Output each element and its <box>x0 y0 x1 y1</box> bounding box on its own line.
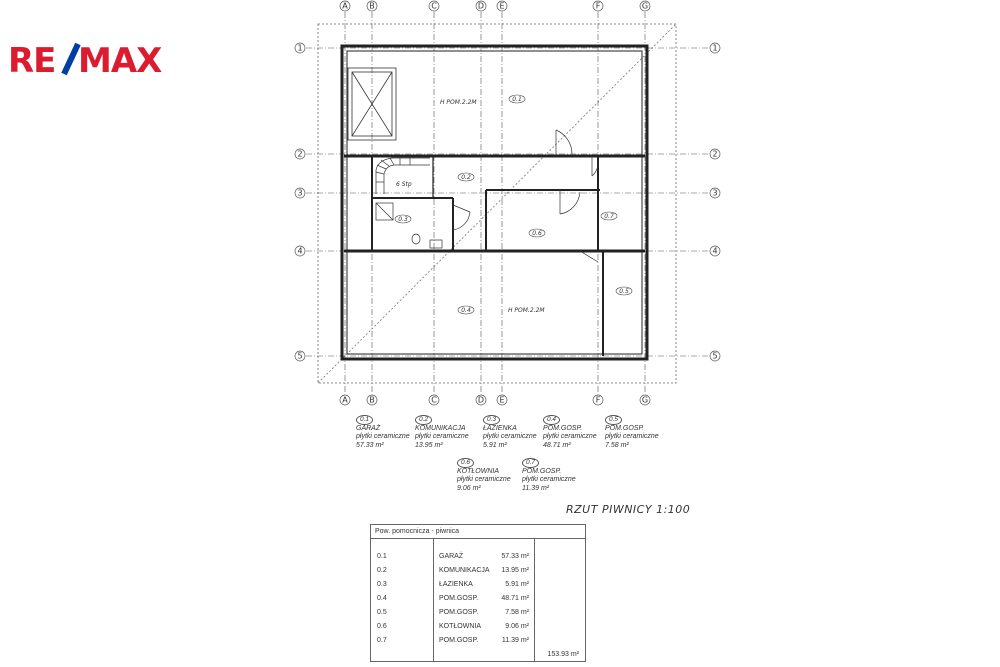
room-label-0-4: 0.4 <box>461 307 471 314</box>
legend-room-0-1 <box>356 415 410 450</box>
axis-label-bottom-d: D <box>477 395 485 405</box>
door-swings <box>453 130 598 262</box>
row-id: 0.5 <box>377 609 387 616</box>
legend-num: 0.7 <box>522 458 539 468</box>
legend-num: 0.1 <box>356 415 373 425</box>
axis-label-top-f: F <box>595 1 601 11</box>
room-label-0-6: 0.6 <box>532 230 542 237</box>
axis-label-right-1: 1 <box>712 43 718 53</box>
row-id: 0.6 <box>377 623 387 630</box>
table-row <box>371 607 585 619</box>
table-row <box>371 579 585 591</box>
legend-room-area: 11.39 m² <box>522 484 550 492</box>
stairs-label: 6 Stp <box>396 181 412 188</box>
row-name: ŁAZIENKA <box>439 581 473 588</box>
area-table-total: 153.93 m² <box>547 651 579 658</box>
legend-num: 0.6 <box>457 458 474 468</box>
legend-room-0-3 <box>483 415 537 450</box>
axis-label-right-2: 2 <box>712 149 718 159</box>
bathroom-fixtures <box>376 203 442 248</box>
axis-label-bottom-c: C <box>431 395 437 405</box>
axis-label-bottom-f: F <box>595 395 601 405</box>
axis-label-right-4: 4 <box>712 246 718 256</box>
table-row <box>371 551 585 563</box>
axis-label-left-1: 1 <box>297 43 303 53</box>
legend-room-0-5 <box>605 415 659 450</box>
axis-label-left-2: 2 <box>297 149 303 159</box>
row-area: 9.06 m² <box>505 623 529 630</box>
legend-room-finish: płytki ceramiczne <box>605 433 659 441</box>
row-id: 0.4 <box>377 595 387 602</box>
axis-label-top-a: A <box>342 1 348 11</box>
axis-label-bottom-a: A <box>342 395 348 405</box>
legend-room-0-7 <box>522 458 576 493</box>
row-id: 0.7 <box>377 637 387 644</box>
legend-room-finish: płytki ceramiczne <box>356 433 410 441</box>
drawing-title: RZUT PIWNICY 1:100 <box>566 503 691 516</box>
axis-label-left-5: 5 <box>297 351 303 361</box>
axis-markers-top <box>340 1 650 11</box>
axis-markers-bottom <box>340 395 650 405</box>
room-number-ellipses <box>395 95 632 314</box>
axis-label-top-g: G <box>641 1 649 11</box>
row-id: 0.3 <box>377 581 387 588</box>
axis-label-bottom-g: G <box>641 395 649 405</box>
legend-room-0-6 <box>457 458 511 493</box>
legend-room-name: POM.GOSP. <box>522 468 562 476</box>
row-name: POM.GOSP. <box>439 595 479 602</box>
legend-num: 0.5 <box>605 415 622 425</box>
row-area: 48.71 m² <box>501 595 529 602</box>
area-table-body <box>371 539 585 661</box>
row-area: 57.33 m² <box>501 553 529 560</box>
axis-label-right-5: 5 <box>712 351 718 361</box>
legend-room-name: POM.GOSP. <box>605 425 645 433</box>
axis-label-bottom-b: B <box>369 395 375 405</box>
height-label-bottom: H POM.2.2M <box>508 307 545 314</box>
legend-room-finish: płytki ceramiczne <box>483 433 537 441</box>
row-name: GARAŻ <box>439 553 464 560</box>
legend-room-finish: płytki ceramiczne <box>415 433 469 441</box>
row-id: 0.1 <box>377 553 387 560</box>
legend-room-name: KOTŁOWNIA <box>457 468 500 476</box>
legend-room-finish: płytki ceramiczne <box>522 476 576 484</box>
svg-text:MAX: MAX <box>78 41 162 78</box>
outer-walls <box>342 46 647 359</box>
legend-room-name: ŁAZIENKA <box>483 425 517 433</box>
row-name: KOMUNIKACJA <box>439 567 490 574</box>
axis-label-top-d: D <box>477 1 485 11</box>
axis-label-left-4: 4 <box>297 246 303 256</box>
axis-label-right-3: 3 <box>712 188 718 198</box>
axis-label-bottom-e: E <box>499 395 505 405</box>
legend-room-area: 7.58 m² <box>605 441 629 449</box>
legend-room-area: 13.95 m² <box>415 441 443 449</box>
row-name: KOTŁOWNIA <box>439 623 482 630</box>
room-label-0-3: 0.3 <box>398 216 408 223</box>
table-row <box>371 621 585 633</box>
axis-label-left-3: 3 <box>297 188 303 198</box>
axis-label-top-c: C <box>431 1 437 11</box>
room-label-0-1: 0.1 <box>512 96 522 103</box>
room-label-0-7: 0.7 <box>604 213 614 220</box>
axis-markers-right <box>710 43 720 361</box>
legend-room-0-2 <box>415 415 469 450</box>
legend-room-area: 48.71 m² <box>543 441 571 449</box>
legend-room-area: 5.91 m² <box>483 441 507 449</box>
area-table <box>370 524 586 662</box>
legend-room-name: KOMUNIKACJA <box>415 425 466 433</box>
row-area: 13.95 m² <box>501 567 529 574</box>
row-name: POM.GOSP. <box>439 609 479 616</box>
legend-room-finish: płytki ceramiczne <box>543 433 597 441</box>
table-row <box>371 593 585 605</box>
legend-room-name: POM.GOSP. <box>543 425 583 433</box>
axis-label-top-e: E <box>499 1 505 11</box>
legend-num: 0.2 <box>415 415 432 425</box>
height-label-top: H POM.2.2M <box>440 99 477 106</box>
legend-room-area: 57.33 m² <box>356 441 384 449</box>
row-area: 5.91 m² <box>505 581 529 588</box>
row-area: 11.39 m² <box>501 637 529 644</box>
svg-text:RE: RE <box>8 41 56 78</box>
row-id: 0.2 <box>377 567 387 574</box>
axis-label-top-b: B <box>369 1 375 11</box>
row-name: POM.GOSP. <box>439 637 479 644</box>
interior-walls <box>344 156 645 356</box>
room-label-0-5: 0.5 <box>619 288 629 295</box>
table-row <box>371 635 585 647</box>
table-row <box>371 565 585 577</box>
room-label-0-2: 0.2 <box>461 174 471 181</box>
legend-room-0-4 <box>543 415 597 450</box>
axis-markers-left <box>295 43 305 361</box>
legend-num: 0.4 <box>543 415 560 425</box>
legend-room-finish: płytki ceramiczne <box>457 476 511 484</box>
row-area: 7.58 m² <box>505 609 529 616</box>
area-table-header: Pow. pomocnicza - piwnica <box>371 525 585 539</box>
legend-room-area: 9.06 m² <box>457 484 481 492</box>
legend-num: 0.3 <box>483 415 500 425</box>
spiral-stairs <box>376 158 430 194</box>
legend-room-name: GARAŻ <box>356 425 381 433</box>
